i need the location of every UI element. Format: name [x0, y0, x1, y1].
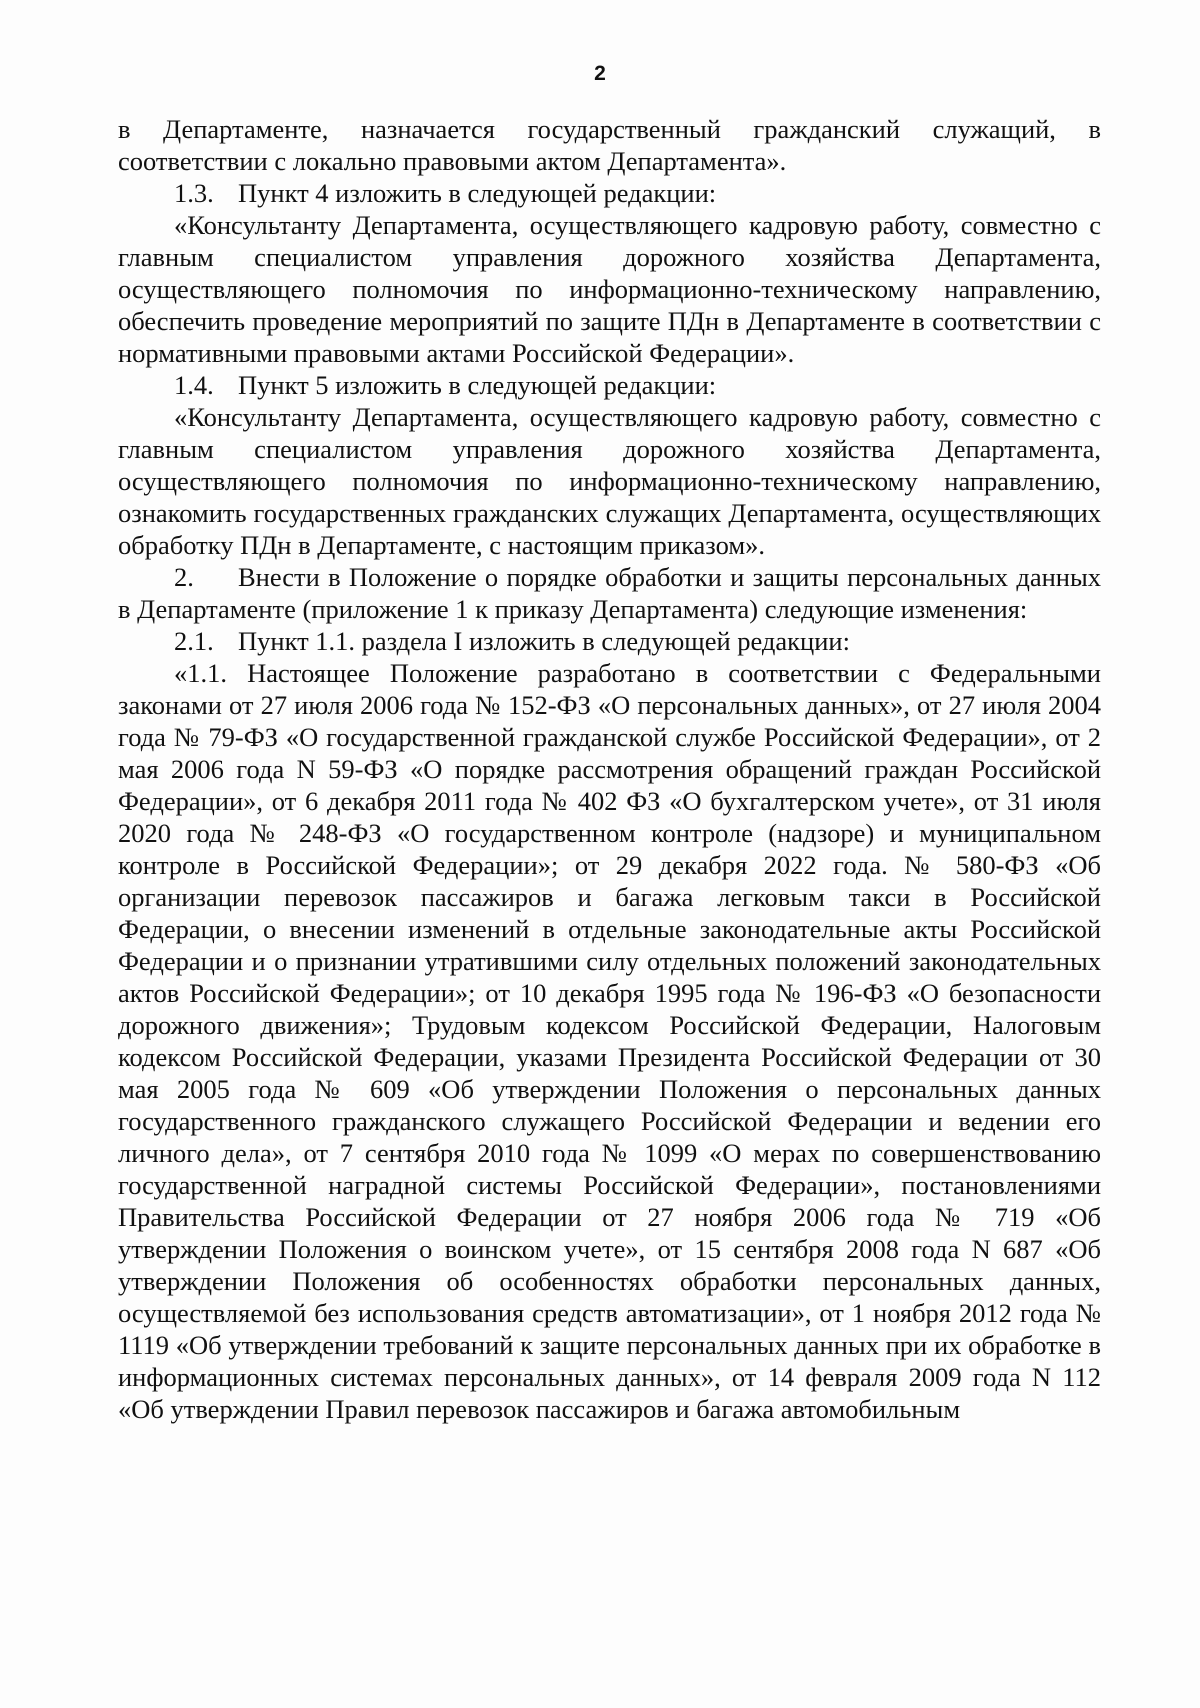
document-body: [118, 113, 1101, 1425]
paragraph-item-2-1: [118, 625, 1101, 657]
paragraph-quote-point-5: «Консультанту Департамента, осуществляющего кадровую работу, совместно с главным специалистом управления дорожного хозяйства Департамента, осуществляющего полномочия по информационно-техническому направлению, ознакомить государственных гражданских служащих Департамента, осуществляющих обработку ПДн в Департаменте, с настоящим приказом».: [118, 402, 1101, 560]
paragraph-quote-point-4: «Консультанту Департамента, осуществляющего кадровую работу, совместно с главным специалистом управления дорожного хозяйства Департамента, осуществляющего полномочия по информационно-техническому направлению, обеспечить проведение мероприятий по защите ПДн в Департаменте в соответствии с нормативными правовыми актами Российской Федерации».: [118, 210, 1101, 368]
item-text: Внести в Положение о порядке обработки и защиты персональных данных в Департаменте (приложение 1 к приказу Департамента) следующие изменения:: [118, 562, 1101, 624]
paragraph-item-1-3: [118, 177, 1101, 209]
item-number: 1.3.: [174, 178, 214, 208]
paragraph-item-2: [118, 561, 1101, 625]
paragraph-item-1-4: [118, 369, 1101, 401]
item-text: Пункт 4 изложить в следующей редакции:: [238, 178, 717, 208]
item-number: 1.4.: [174, 370, 214, 400]
page-number: 2: [594, 62, 606, 85]
paragraph-continuation: в Департаменте, назначается государственный гражданский служащий, в соответствии с локально правовыми актом Департамента».: [118, 114, 1101, 176]
item-number: 2.1.: [174, 626, 214, 656]
item-number: 2.: [174, 562, 194, 592]
item-text: Пункт 1.1. раздела I изложить в следующей редакции:: [238, 626, 850, 656]
item-text: Пункт 5 изложить в следующей редакции:: [238, 370, 717, 400]
paragraph-quote-1-1: «1.1. Настоящее Положение разработано в соответствии с Федеральными законами от 27 июля 2006 года № 152-ФЗ «О персональных данных», от 27 июля 2004 года № 79-ФЗ «О государственной гражданской службе Российской Федерации», от 2 мая 2006 года N 59-ФЗ «О порядке рассмотрения обращений граждан Российской Федерации», от 6 декабря 2011 года № 402 ФЗ «О бухгалтерском учете», от 31 июля 2020 года № 248-ФЗ «О государственном контроле (надзоре) и муниципальном контроле в Российской Федерации»; от 29 декабря 2022 года. № 580-ФЗ «Об организации перевозок пассажиров и багажа легковым такси в Российской Федерации, о внесении изменений в отдельные законодательные акты Российской Федерации и о признании утратившими силу отдельных положений законодательных актов Российской Федерации»; от 10 декабря 1995 года № 196-ФЗ «О безопасности дорожного движения»; Трудовым кодексом Российской Федерации, Налоговым кодексом Российской Федерации, указами Президента Российской Федерации от 30 мая 2005 года № 609 «Об утверждении Положения о персональных данных государственного гражданского служащего Российской Федерации и ведении его личного дела», от 7 сентября 2010 года № 1099 «О мерах по совершенствованию государственной наградной системы Российской Федерации», постановлениями Правительства Российской Федерации от 27 ноября 2006 года № 719 «Об утверждении Положения о воинском учете», от 15 сентября 2008 года N 687 «Об утверждении Положения об особенностях обработки персональных данных, осуществляемой без использования средств автоматизации», от 1 ноября 2012 года № 1119 «Об утверждении требований к защите персональных данных при их обработке в информационных системах персональных данных», от 14 февраля 2009 года N 112 «Об утверждении Правил перевозок пассажиров и багажа автомобильным: [118, 658, 1101, 1424]
